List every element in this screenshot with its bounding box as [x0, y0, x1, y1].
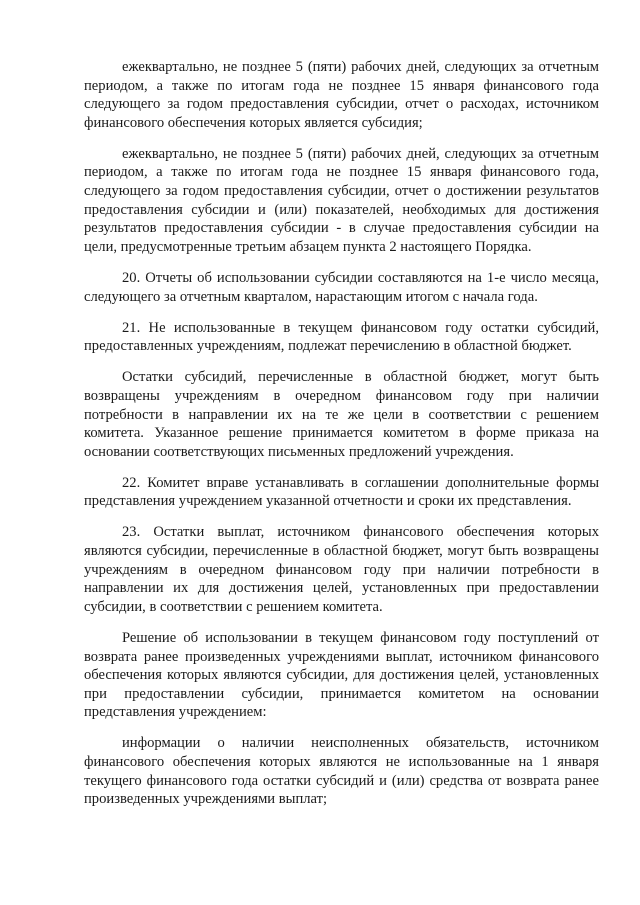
- paragraph-clause-20: 20. Отчеты об использовании субсидии составляются на 1-е число месяца, следующего за отчетным кварталом, нарастающим итогом с начала года.: [84, 269, 599, 305]
- paragraph-clause-22: 22. Комитет вправе устанавливать в соглашении дополнительные формы представления учреждением указанной отчетности и сроки их представления.: [84, 474, 599, 510]
- paragraph-usage-decision: Решение об использовании в текущем финансовом году поступлений от возврата ранее произведенных учреждениями выплат, источником финансового обеспечения которых являются субсидии, для достижения целей, установленных при предоставлении субсидии, принимается комитетом на основании представления учреждением:: [84, 629, 599, 721]
- paragraph-outstanding-obligations: информации о наличии неисполненных обязательств, источником финансового обеспечения которых являются не использованные на 1 января текущего финансового года остатки субсидий и (или) средства от возврата ранее произведенных учреждениями выплат;: [84, 735, 599, 808]
- document-page: [84, 58, 599, 821]
- paragraph-clause-21: 21. Не использованные в текущем финансовом году остатки субсидий, предоставленных учреждениям, подлежат перечислению в областной бюджет.: [84, 319, 599, 355]
- paragraph-quarterly-results-report: ежеквартально, не позднее 5 (пяти) рабочих дней, следующих за отчетным периодом, а также по итогам года не позднее 15 января финансового года, следующего за годом предоставления субсидии, отчет о достижении результатов предоставления субсидии и (или) показателей, необходимых для достижения результатов предоставления субсидии - в случае предоставления субсидии на цели, предусмотренные третьим абзацем пункта 2 настоящего Порядка.: [84, 145, 599, 255]
- paragraph-returned-balances: Остатки субсидий, перечисленные в областной бюджет, могут быть возвращены учреждениям в очередном финансовом году при наличии потребности в направлении их на те же цели в соответствии с решением комитета. Указанное решение принимается комитетом в форме приказа на основании соответствующих письменных предложений учреждения.: [84, 369, 599, 460]
- paragraph-quarterly-expense-report: ежеквартально, не позднее 5 (пяти) рабочих дней, следующих за отчетным периодом, а также по итогам года не позднее 15 января финансового года следующего за годом предоставления субсидии, отчет о расходах, источником финансового обеспечения которых является субсидия;: [84, 59, 599, 131]
- paragraph-clause-23: 23. Остатки выплат, источником финансового обеспечения которых являются субсидии, перечисленные в областной бюджет, могут быть возвращены учреждениям в очередном финансовом году при наличии потребности в направлении их для достижения целей, установленных при предоставлении субсидии, в соответствии с решением комитета.: [84, 524, 599, 615]
